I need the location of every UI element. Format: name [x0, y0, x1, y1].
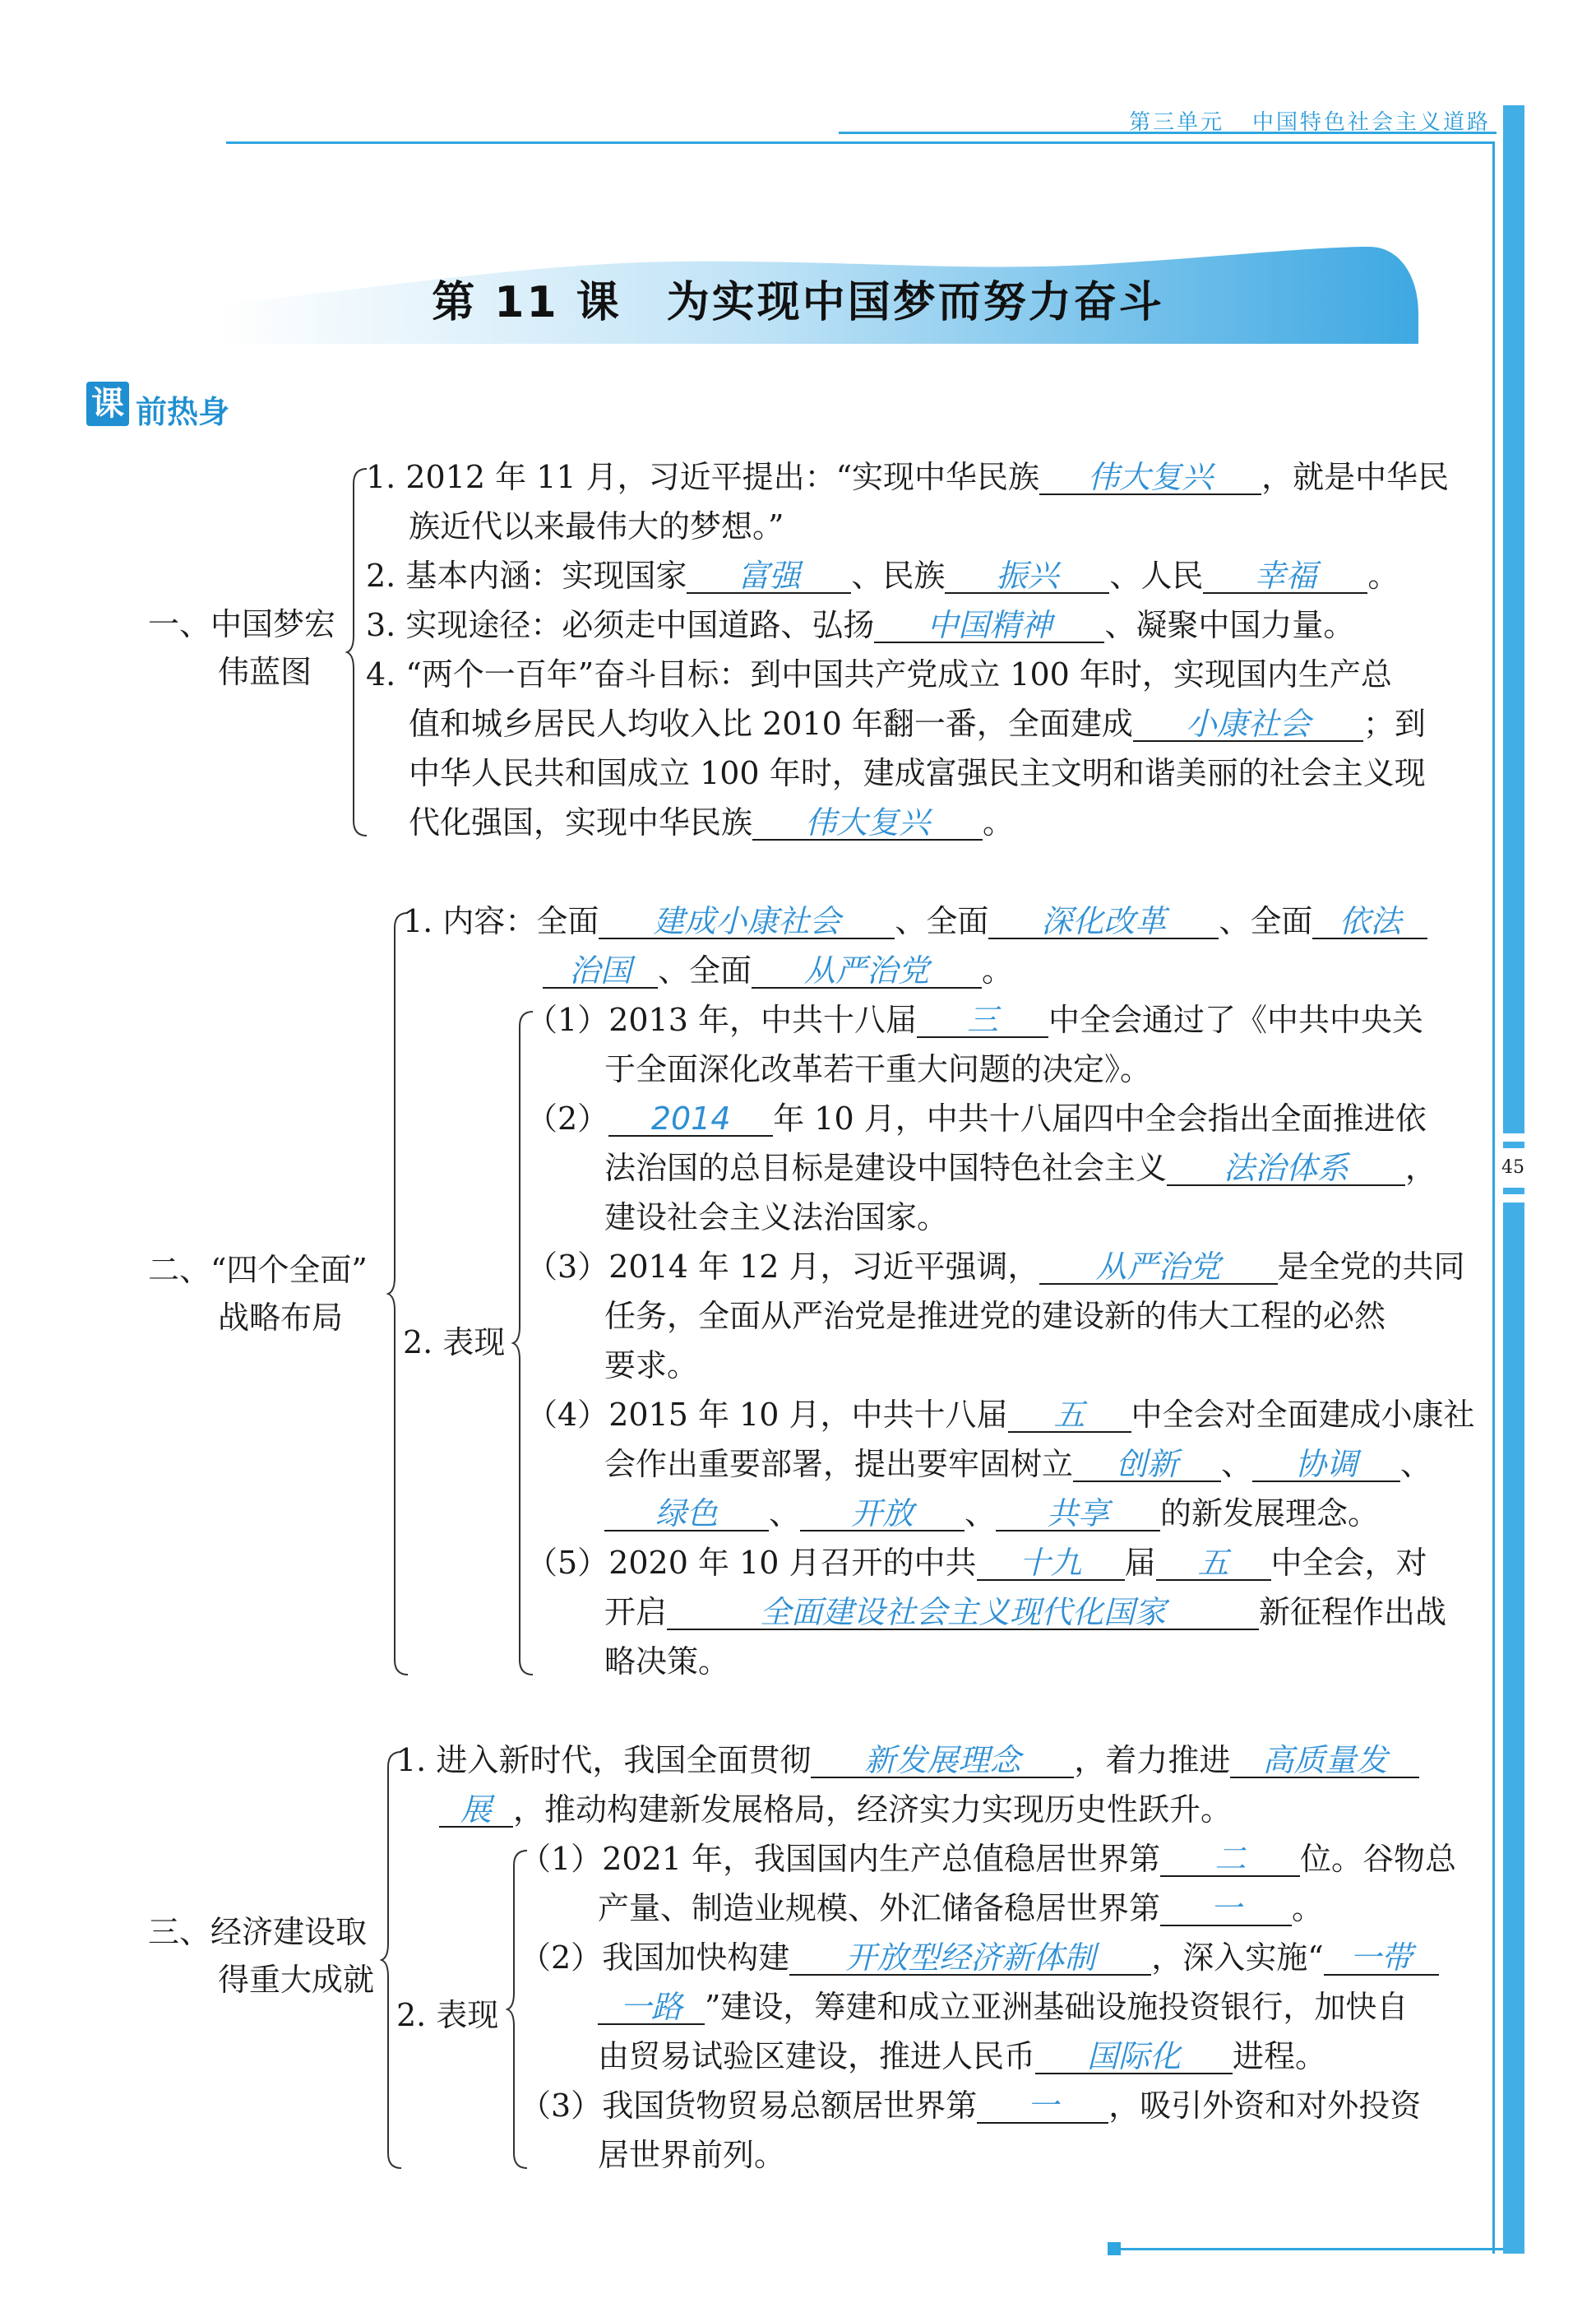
s2-p3-line1: （3）2014 年 12 月，习近平强调， 从严治党 是全党的共同 [526, 1249, 1465, 1285]
answer-blank[interactable]: 十九 [977, 1543, 1125, 1581]
answer-blank[interactable]: 共享 [996, 1494, 1160, 1531]
section-label: 前热身 [136, 394, 230, 430]
s2-p3-line2: 任务，全面从严治党是推进党的建设新的伟大工程的必然 [604, 1298, 1386, 1334]
answer-blank[interactable]: 五 [1156, 1543, 1271, 1581]
s3-p2-line1: （2）我国加快构建 开放型经济新体制 ，深入实施“ 一带 [520, 1938, 1439, 1977]
s3-p3-line1: （3）我国货物贸易总额居世界第 一 ，吸引外资和对外投资 [520, 2088, 1422, 2124]
s2-item1-line2: 治国 、全面 从严治党 。 [543, 951, 1013, 990]
answer-blank[interactable]: 开放型经济新体制 [789, 1938, 1151, 1976]
s2-p2-line2: 法治国的总目标是建设中国特色社会主义 法治体系 ， [604, 1150, 1437, 1186]
answer-blank[interactable]: 伟大复兴 [1039, 457, 1261, 495]
footer-rule [1121, 2248, 1503, 2250]
s3-item1-line1: 1. 进入新时代，我国全面贯彻 新发展理念 ，着力推进 高质量发 [396, 1740, 1419, 1780]
s2-p4-line1: （4）2015 年 10 月，中共十八届 五 中全会对全面建成小康社 [526, 1397, 1475, 1433]
unit-title: 中国特色社会主义道路 [1251, 110, 1491, 135]
answer-blank[interactable]: 开放 [800, 1494, 965, 1531]
answer-blank[interactable]: 小康社会 [1133, 704, 1363, 742]
s3-item2-label: 2. 表现 [396, 1997, 499, 2033]
answer-blank[interactable]: 一 [1160, 1888, 1292, 1926]
answer-blank[interactable]: 新发展理念 [811, 1740, 1074, 1778]
answer-blank[interactable]: 全面建设社会主义现代化国家 [667, 1592, 1259, 1630]
s1-item4-line1: 4. “两个一百年”奋斗目标：到中国共产党成立 100 年时，实现国内生产总 [366, 656, 1392, 693]
unit-header [1129, 105, 1491, 136]
answer-blank[interactable]: 治国 [543, 951, 658, 989]
s3-p2-line2: 一路 ”建设，筹建和成立亚洲基础设施投资银行，加快自 [598, 1987, 1408, 2027]
s2-p2-line1: （2） 2014 年 10 月，中共十八届四中全会指出全面推进依 [526, 1101, 1427, 1137]
answer-blank[interactable]: 2014 [608, 1099, 773, 1137]
answer-blank[interactable]: 从严治党 [752, 951, 982, 989]
answer-blank[interactable]: 高质量发 [1230, 1740, 1419, 1778]
answer-blank[interactable]: 富强 [687, 556, 851, 594]
answer-blank[interactable]: 国际化 [1035, 2037, 1233, 2074]
answer-blank[interactable]: 深化改革 [988, 901, 1219, 939]
s3-p1-line2: 产量、制造业规模、外汇储备稳居世界第 一 。 [598, 1890, 1324, 1926]
answer-blank[interactable]: 二 [1160, 1839, 1300, 1877]
footer-square [1108, 2242, 1121, 2255]
s1-item2: 2. 基本内涵：实现国家 富强 、民族 振兴 、人民 幸福 。 [366, 558, 1399, 594]
s2-item2-label: 2. 表现 [403, 1324, 506, 1360]
section-title-2: 二、“四个全面” 战略布局 [148, 1252, 368, 1336]
header-rule [226, 141, 1492, 144]
answer-blank[interactable]: 一路 [598, 1987, 705, 2025]
margin-rule [1492, 141, 1495, 2254]
brace-2 [386, 911, 411, 1676]
s2-item1-line1: 1. 内容：全面 建成小康社会 、全面 深化改革 、全面 依法 [403, 901, 1427, 941]
answer-blank[interactable]: 绿色 [604, 1494, 769, 1531]
section-title-1: 一、中国梦宏 伟蓝图 [148, 606, 336, 690]
answer-blank[interactable]: 从严治党 [1039, 1247, 1278, 1285]
answer-blank[interactable]: 法治体系 [1167, 1148, 1405, 1186]
answer-blank[interactable]: 一带 [1324, 1938, 1439, 1976]
answer-blank[interactable]: 振兴 [945, 556, 1109, 594]
s2-p5-line3: 略决策。 [604, 1643, 730, 1680]
s2-p1-line2: 于全面深化改革若干重大问题的决定》。 [604, 1051, 1152, 1087]
brace-3 [380, 1750, 405, 2170]
s2-p1-line1: （1）2013 年，中共十八届 三 中全会通过了《中共中央关 [526, 1002, 1423, 1038]
s2-p5-line2: 开启 全面建设社会主义现代化国家 新征程作出战 [604, 1594, 1447, 1630]
answer-blank[interactable]: 依法 [1312, 901, 1427, 939]
s3-p1-line1: （1）2021 年，我国国内生产总值稳居世界第 二 位。谷物总 [520, 1841, 1456, 1877]
answer-blank[interactable]: 中国精神 [874, 605, 1104, 643]
s2-p4-line3: 绿色 、 开放 、 共享 的新发展理念。 [604, 1494, 1379, 1533]
side-bar-notch [1503, 1133, 1524, 1142]
s1-item4-line2: 值和城乡居民人均收入比 2010 年翻一番，全面建成 小康社会 ；到 [409, 706, 1426, 742]
s1-item4-line4: 代化强国，实现中华民族 伟大复兴 。 [409, 804, 1015, 841]
answer-blank[interactable]: 五 [1008, 1395, 1131, 1433]
s2-p4-line2: 会作出重要部署，提出要牢固树立 创新 、 协调 、 [604, 1446, 1432, 1482]
answer-blank[interactable]: 三 [917, 1000, 1048, 1038]
s1-item3: 3. 实现途径：必须走中国道路、弘扬 中国精神 、凝聚中国力量。 [366, 607, 1355, 643]
answer-blank[interactable]: 一 [977, 2086, 1108, 2124]
s2-p3-line3: 要求。 [604, 1347, 699, 1383]
lesson-title: 第 11 课 为实现中国梦而努力奋斗 [432, 278, 1164, 327]
answer-blank[interactable]: 展 [439, 1790, 513, 1828]
section-title-3: 三、经济建设取 得重大成就 [148, 1914, 375, 1998]
s1-item4-line3: 中华人民共和国成立 100 年时，建成富强民主文明和谐美丽的社会主义现 [409, 755, 1426, 791]
answer-blank[interactable]: 创新 [1073, 1444, 1221, 1482]
brace-1 [345, 467, 370, 837]
answer-blank[interactable]: 幸福 [1203, 556, 1367, 594]
answer-blank[interactable]: 建成小康社会 [599, 901, 895, 939]
answer-blank[interactable]: 伟大复兴 [752, 803, 983, 841]
s2-p2-line3: 建设社会主义法治国家。 [604, 1199, 949, 1235]
s2-p5-line1: （5）2020 年 10 月召开的中共 十九 届 五 中全会，对 [526, 1545, 1427, 1581]
s1-item1-line2: 族近代以来最伟大的梦想。” [409, 508, 784, 544]
s1-item1-line1: 1. 2012 年 11 月，习近平提出：“实现中华民族 伟大复兴 ，就是中华民 [366, 459, 1450, 495]
answer-blank[interactable]: 协调 [1252, 1444, 1400, 1482]
s3-p3-line2: 居世界前列。 [598, 2137, 786, 2173]
side-bar-notch [1503, 1194, 1524, 1202]
s3-item1-line2: 展 ，推动构建新发展格局，经济实力实现历史性跃升。 [439, 1790, 1232, 1829]
unit-number: 第三单元 [1129, 110, 1225, 135]
lesson-badge-icon: 课 [86, 382, 129, 426]
s3-p2-line3: 由贸易试验区建设，推进人民币 国际化 进程。 [598, 2038, 1327, 2074]
page-number: 45 [1495, 1148, 1531, 1188]
